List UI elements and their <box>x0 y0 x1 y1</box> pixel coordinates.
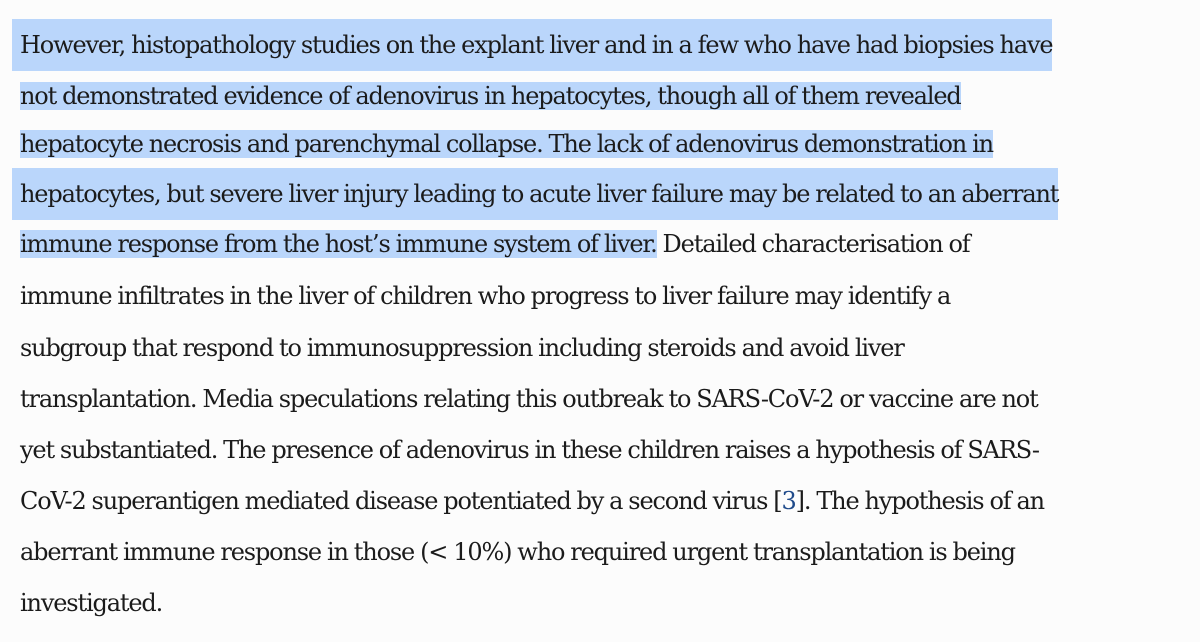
paragraph-line-2 <box>20 70 961 122</box>
body-text: yet substantiated. The presence of adenovirus in these children raises a hypothesis of SARS- <box>20 436 1039 464</box>
highlighted-text: not demonstrated evidence of adenovirus in hepatocytes, though all of them revealed <box>20 82 961 110</box>
highlighted-text: hepatocyte necrosis and parenchymal collapse. The lack of adenovirus demonstration in <box>20 130 993 158</box>
paragraph-line-9 <box>20 424 1039 476</box>
body-text: investigated. <box>20 589 163 617</box>
paragraph-line-6 <box>20 270 950 322</box>
paragraph-line-1 <box>12 19 1052 71</box>
paragraph-line-12 <box>20 577 162 629</box>
paragraph-line-10 <box>20 475 1044 527</box>
paragraph-line-11 <box>20 526 1015 578</box>
body-text: subgroup that respond to immunosuppression including steroids and avoid liver <box>20 334 904 362</box>
highlighted-text: immune response from the host’s immune system of liver. <box>20 230 657 258</box>
reference-link[interactable]: 3 <box>781 487 796 515</box>
highlighted-text: hepatocytes, but severe liver injury leading to acute liver failure may be related to an aberrant <box>20 180 1059 208</box>
paragraph-line-3 <box>20 118 993 170</box>
paragraph-line-5 <box>20 218 970 270</box>
paragraph-line-8 <box>20 373 1038 425</box>
body-text: aberrant immune response in those (< 10%) who required urgent transplantation is being <box>20 538 1015 566</box>
body-text: Detailed characterisation of <box>656 230 970 258</box>
body-text: ]. The hypothesis of an <box>795 487 1044 515</box>
body-text: immune infiltrates in the liver of children who progress to liver failure may identify a <box>20 282 951 310</box>
highlighted-text: However, histopathology studies on the explant liver and in a few who have had biopsies have <box>20 31 1053 59</box>
paragraph-line-7 <box>20 322 904 374</box>
body-text: CoV-2 superantigen mediated disease potentiated by a second virus [ <box>20 487 782 515</box>
paragraph-line-4 <box>12 168 1058 220</box>
body-text: transplantation. Media speculations relating this outbreak to SARS-CoV-2 or vaccine are not <box>20 385 1038 413</box>
